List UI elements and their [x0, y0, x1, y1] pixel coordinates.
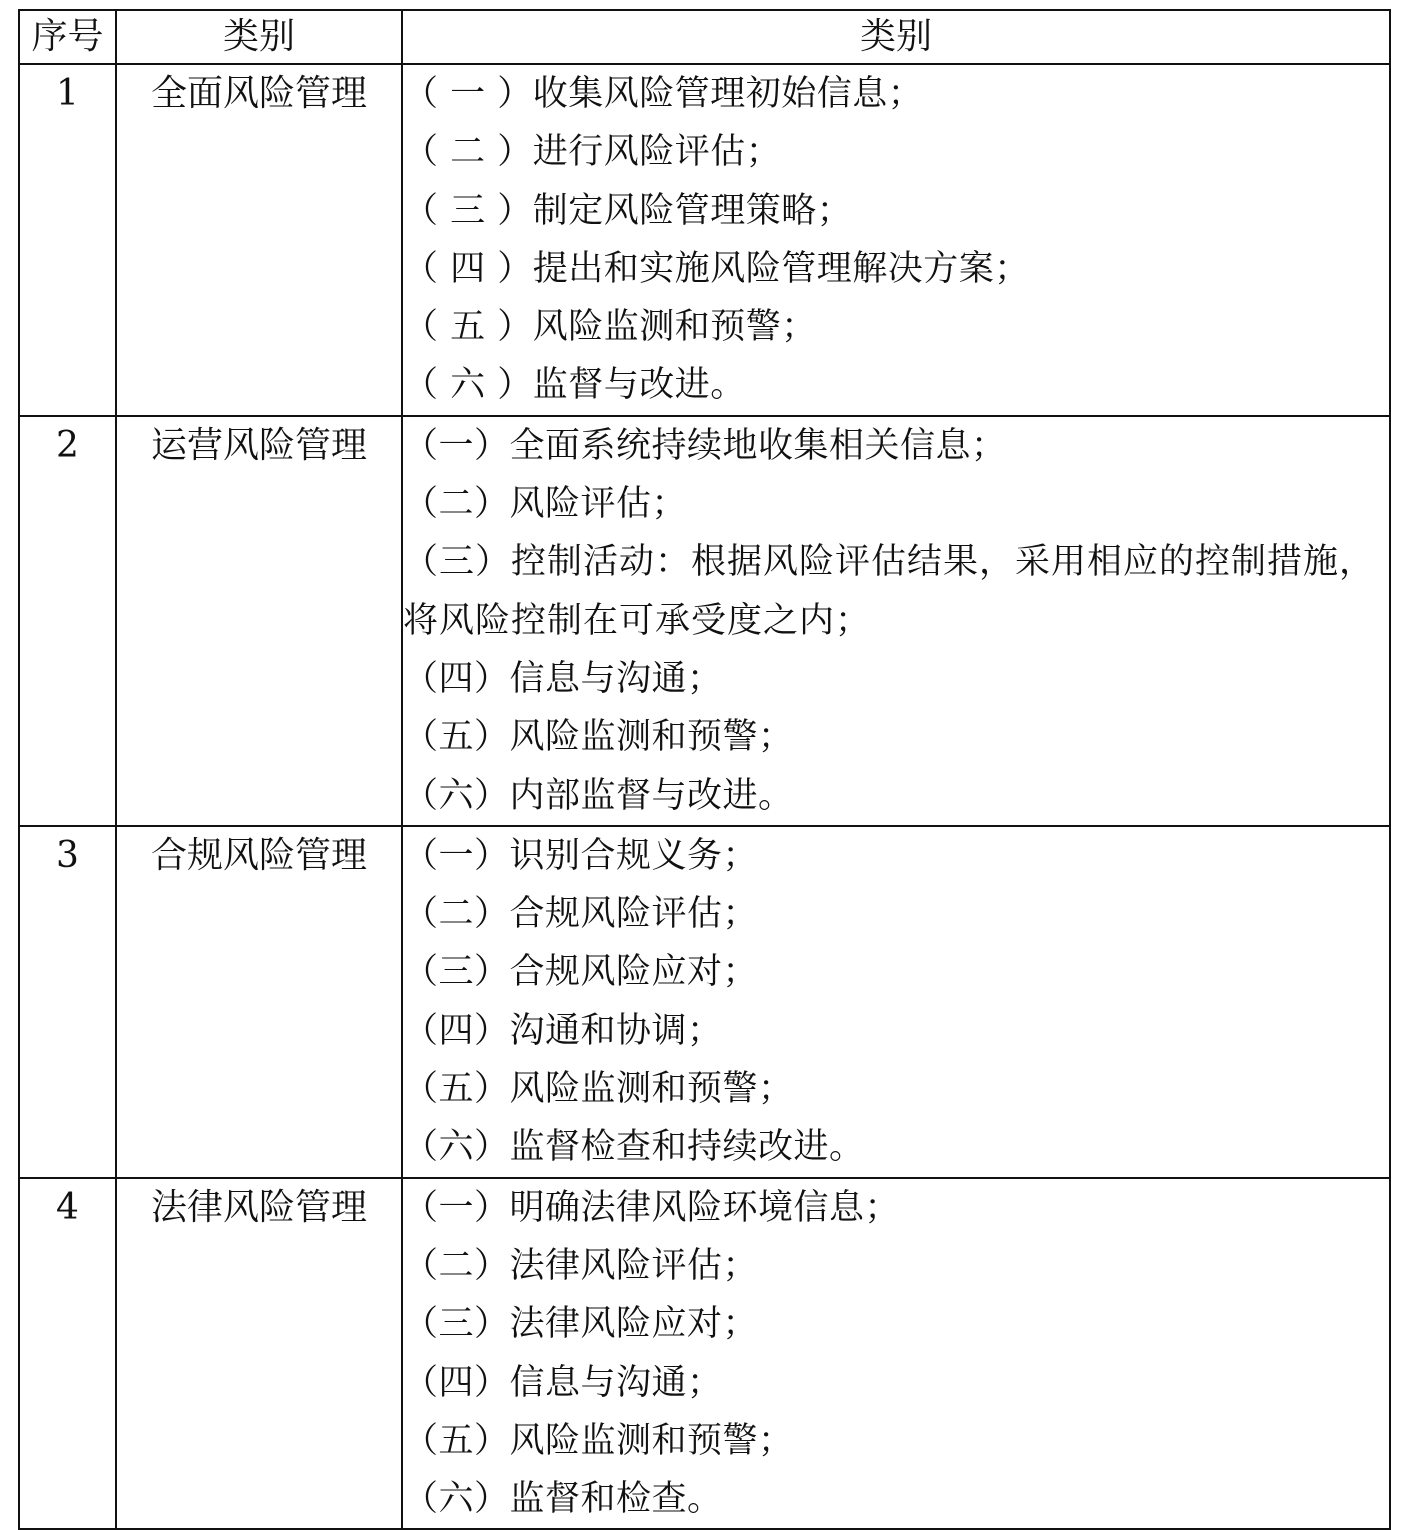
row-content	[402, 64, 1390, 416]
list-item: （ 四 ）提出和实施风险管理解决方案；	[403, 248, 1030, 289]
list-item: （ 一 ）收集风险管理初始信息；	[403, 74, 924, 114]
risk-management-table	[18, 9, 1391, 1530]
row-number: 2	[19, 416, 116, 826]
list-item: （二）风险评估；	[403, 484, 688, 525]
list-item: （一）识别合规义务；	[403, 835, 759, 876]
header-row	[19, 10, 1390, 64]
table-row	[19, 416, 1390, 826]
row-content	[402, 826, 1390, 1178]
list-item: （六）内部监督与改进。	[403, 775, 794, 816]
list-item: （三）控制活动：根据风险评估结果，采用相应的控制措施，将风险控制在可承受度之内；	[403, 542, 1376, 641]
header-content: 类别	[402, 10, 1390, 64]
table-row	[19, 1178, 1390, 1530]
row-number: 4	[19, 1178, 116, 1530]
row-number: 3	[19, 826, 116, 1178]
list-item: （三）合规风险应对；	[403, 952, 759, 993]
list-item: （六）监督检查和持续改进。	[403, 1127, 865, 1168]
row-category: 运营风险管理	[116, 416, 402, 826]
list-item: （四）信息与沟通；	[403, 1362, 723, 1403]
list-item: （二）合规风险评估；	[403, 894, 759, 935]
row-category: 合规风险管理	[116, 826, 402, 1178]
row-number: 1	[19, 64, 116, 416]
list-item: （四）信息与沟通；	[403, 658, 723, 699]
list-item: （一）全面系统持续地收集相关信息；	[403, 425, 1007, 466]
list-item: （三）法律风险应对；	[403, 1304, 759, 1345]
row-category: 全面风险管理	[116, 64, 402, 416]
list-item: （ 五 ）风险监测和预警；	[403, 307, 817, 348]
list-item: （ 三 ）制定风险管理策略；	[403, 190, 853, 231]
list-item: （五）风险监测和预警；	[403, 717, 794, 758]
row-content	[402, 1178, 1390, 1530]
list-item: （六）监督和检查。	[403, 1479, 723, 1520]
list-item: （ 二 ）进行风险评估；	[403, 132, 782, 173]
table-row	[19, 826, 1390, 1178]
list-item: （二）法律风险评估；	[403, 1245, 759, 1286]
list-item: （五）风险监测和预警；	[403, 1069, 794, 1110]
list-item: （ 六 ）监督与改进。	[403, 365, 746, 406]
list-item: （一）明确法律风险环境信息；	[403, 1187, 901, 1228]
list-item: （四）沟通和协调；	[403, 1010, 723, 1051]
list-item: （五）风险监测和预警；	[403, 1420, 794, 1461]
table-row	[19, 64, 1390, 416]
header-num: 序号	[19, 10, 116, 64]
row-category: 法律风险管理	[116, 1178, 402, 1530]
header-category: 类别	[116, 10, 402, 64]
row-content	[402, 416, 1390, 826]
